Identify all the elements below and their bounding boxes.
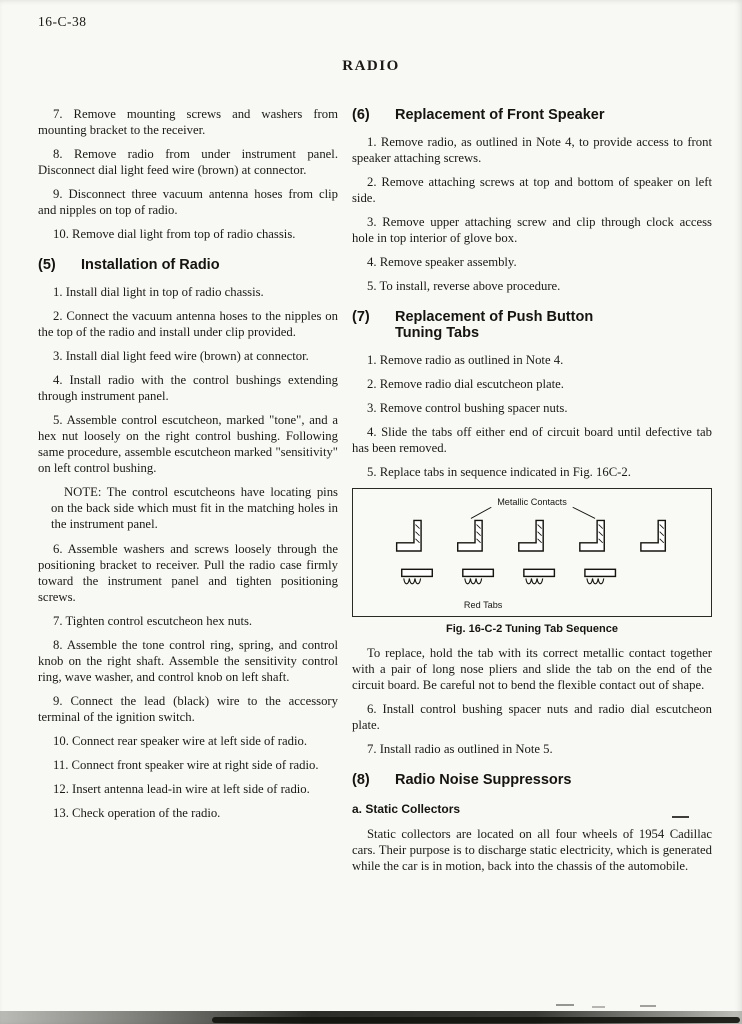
- section-8-heading: [352, 772, 712, 788]
- install-step: 6. Assemble washers and screws loosely through the positioning bracket to receiver. Pull the radio case firmly toward the instrument panel and tighten positioning screws.: [38, 542, 338, 604]
- right-column: [352, 106, 712, 882]
- install-step: 5. Assemble control escutcheon, marked "tone", and a hex nut loosely on the right control bushing. Following same procedure, assemble escutcheon marked "sensitivity" on left control bushing.: [38, 413, 338, 475]
- removal-step: 9. Disconnect three vacuum antenna hoses from clip and nipples on top of radio.: [38, 187, 338, 217]
- section-title: Replacement of Push Button Tuning Tabs: [395, 309, 594, 341]
- install-step: 9. Connect the lead (black) wire to the accessory terminal of the ignition switch.: [38, 694, 338, 724]
- section-7-heading: [352, 309, 712, 341]
- section-title: Radio Noise Suppressors: [395, 772, 572, 789]
- scan-artifact-dash: [592, 1006, 605, 1008]
- install-step: 12. Insert antenna lead-in wire at left side of radio.: [53, 782, 310, 796]
- speaker-step: 4. Remove speaker assembly.: [367, 255, 517, 269]
- subsection-a-heading: a. Static Collectors: [352, 802, 461, 817]
- tab-step: 7. Install radio as outlined in Note 5.: [367, 742, 553, 757]
- section-5-heading: [38, 257, 338, 273]
- figure-label-metallic-contacts: Metallic Contacts: [497, 497, 567, 508]
- tab-step: 2. Remove radio dial escutcheon plate.: [367, 377, 564, 391]
- tab-step: 4. Slide the tabs off either end of circuit board until defective tab has been removed.: [352, 425, 712, 455]
- install-step: 11. Connect front speaker wire at right side of radio.: [53, 758, 319, 772]
- section-title: Installation of Radio: [81, 257, 220, 273]
- figure-box: [352, 488, 712, 617]
- two-column-layout: [38, 106, 712, 882]
- section-number: (7): [352, 309, 370, 325]
- speaker-step: 2. Remove attaching screws at top and bottom of speaker on left side.: [352, 175, 712, 205]
- install-step: 13. Check operation of the radio.: [53, 806, 221, 820]
- speaker-step: 3. Remove upper attaching screw and clip through clock access hole in top interior of glove box.: [352, 215, 712, 245]
- section-number: (6): [352, 107, 370, 123]
- scan-artifact-dash: [672, 816, 689, 818]
- tuning-tab-diagram: [359, 494, 705, 614]
- scan-artifact-dash: [556, 1004, 574, 1006]
- section-title: Replacement of Front Speaker: [395, 107, 605, 123]
- section-number: (5): [38, 257, 56, 273]
- section-number: (8): [352, 772, 370, 789]
- figure-tuning-tab-sequence: [352, 488, 712, 635]
- tab-step: 6. Install control bushing spacer nuts and radio dial escutcheon plate.: [352, 702, 712, 733]
- page-title: RADIO: [342, 58, 400, 74]
- install-step: 10. Connect rear speaker wire at left side of radio.: [53, 734, 307, 748]
- scan-edge-streak: [212, 1017, 740, 1023]
- speaker-step: 5. To install, reverse above procedure.: [367, 279, 561, 293]
- page-number: 16-C-38: [38, 14, 87, 29]
- install-step: 7. Tighten control escutcheon hex nuts.: [53, 614, 253, 628]
- static-collectors-paragraph: Static collectors are located on all four wheels of 1954 Cadillac cars. Their purpose is to discharge static electricity, which is generated while the car is in motion, back into the chassis of the automobile.: [352, 827, 712, 874]
- tab-step: 5. Replace tabs in sequence indicated in Fig. 16C-2.: [367, 465, 631, 479]
- replace-paragraph: To replace, hold the tab with its correct metallic contact together with a pair of long nose pliers and slide the tab on the end of the circuit board. Be careful not to bend the flexible contact out of shape.: [352, 646, 712, 693]
- removal-step: 10. Remove dial light from top of radio chassis.: [53, 227, 296, 241]
- scan-artifact-dash: [640, 1005, 656, 1007]
- note-paragraph: NOTE: The control escutcheons have locating pins on the back side which must fit in the matching holes in the instrument panel.: [51, 485, 338, 531]
- figure-caption: Fig. 16-C-2 Tuning Tab Sequence: [446, 623, 618, 636]
- metallic-contact-tabs: [397, 520, 666, 551]
- label-arrows: [471, 507, 595, 518]
- install-step: 4. Install radio with the control bushings extending through instrument panel.: [38, 373, 338, 403]
- speaker-step: 1. Remove radio, as outlined in Note 4, to provide access to front speaker attaching screws.: [352, 135, 712, 165]
- removal-step: 7. Remove mounting screws and washers from mounting bracket to the receiver.: [38, 107, 338, 137]
- removal-step: 8. Remove radio from under instrument panel. Disconnect dial light feed wire (brown) at connector.: [38, 147, 338, 177]
- tab-step: 3. Remove control bushing spacer nuts.: [367, 401, 568, 415]
- install-step: 3. Install dial light feed wire (brown) at connector.: [53, 349, 309, 363]
- section-6-heading: [352, 107, 712, 123]
- install-step: 2. Connect the vacuum antenna hoses to the nipples on the top of the radio and install under clip provided.: [38, 309, 338, 339]
- install-step: 1. Install dial light in top of radio chassis.: [53, 285, 264, 299]
- figure-label-red-tabs: Red Tabs: [463, 599, 503, 610]
- install-step: 8. Assemble the tone control ring, spring, and control knob on the right shaft. Assemble the sensitivity control ring, wave washer, and control knob on left shaft.: [38, 638, 338, 684]
- left-column: [38, 106, 338, 882]
- red-tabs-row: [402, 569, 616, 584]
- tab-step: 1. Remove radio as outlined in Note 4.: [367, 353, 564, 367]
